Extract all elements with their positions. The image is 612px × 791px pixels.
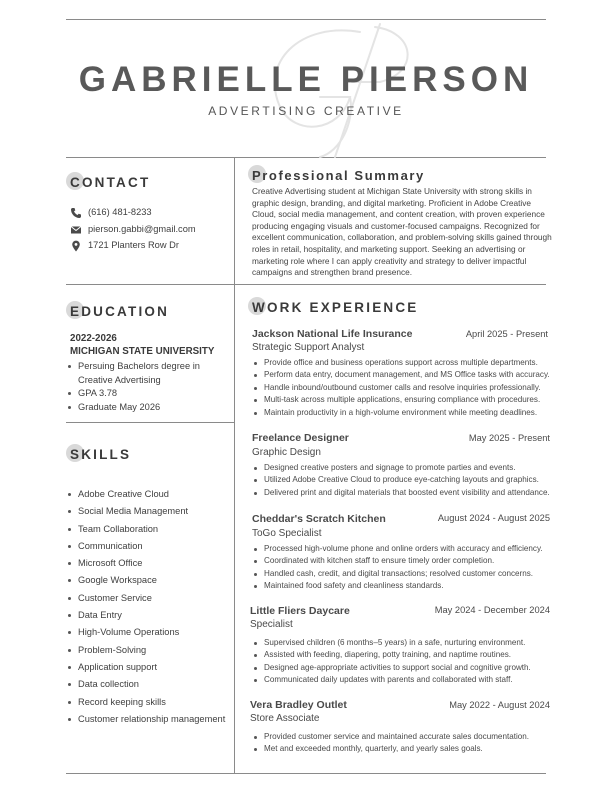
list-item: Data Entry [66,607,225,624]
list-item: Designed creative posters and signage to promote parties and events. [252,462,550,474]
list-item: Communication [66,538,225,555]
list-item: High-Volume Operations [66,624,225,641]
job-company: Jackson National Life Insurance [252,328,413,340]
list-item: Perform data entry, document management, and MS Office tasks with accuracy. [252,369,550,381]
job-role: Strategic Support Analyst [252,342,365,353]
experience-heading-text: WORK EXPERIENCE [252,300,419,315]
education-bottom-rule [66,422,234,423]
list-item: Multi-task across multiple applications, ensuring compliance with procedures. [252,394,550,406]
education-years: 2022-2026 [70,333,117,344]
list-item: Communicated daily updates with parents and collaborated with staff. [252,674,531,686]
list-item: Assisted with feeding, diapering, potty training, and naptime routines. [252,649,531,661]
list-item: Provide office and business operations support across multiple departments. [252,357,550,369]
job-role: Store Associate [250,713,320,724]
list-item: Creative Advertising [78,374,161,385]
contact-heading-text: CONTACT [70,175,151,190]
list-item: Adobe Creative Cloud [66,486,225,503]
list-item: Persuing Bachelors degree in [66,360,200,374]
job-dates: May 2024 - December 2024 [434,605,550,615]
job-bullets [252,543,543,593]
summary-heading-text: Professional Summary [252,168,425,183]
job-role: ToGo Specialist [252,528,322,539]
list-item: Graduate May 2026 [66,401,200,415]
education-heading-text: EDUCATION [70,304,170,319]
list-item: Maintain productivity in a high-volume environment while meeting deadlines. [252,407,550,419]
list-item: Customer Service [66,590,225,607]
list-item: Problem-Solving [66,642,225,659]
job-role: Specialist [250,619,293,630]
job-bullets [252,462,550,499]
job-company: Little Fliers Daycare [250,605,350,617]
location-pin-icon [70,240,82,252]
envelope-icon [70,224,82,236]
contact-address-value: 1721 Planters Row Dr [88,240,179,250]
job-dates: April 2025 - Present [465,329,548,339]
list-item: Handle inbound/outbound customer calls and resolve inquiries professionally. [252,382,550,394]
skills-heading-text: SKILLS [70,447,132,462]
list-item: Record keeping skills [66,694,225,711]
list-item: GPA 3.78 [66,387,200,401]
list-item: Handled cash, credit, and digital transactions; resolved customer concerns. [252,568,543,580]
contact-bottom-rule [66,284,546,285]
job-dates: May 2025 - Present [468,433,550,443]
skills-list [66,486,225,728]
list-item: Provided customer service and maintained accurate sales documentation. [252,731,529,743]
column-divider [234,157,235,774]
list-item: Application support [66,659,225,676]
list-item: Microsoft Office [66,555,225,572]
list-item: Google Workspace [66,572,225,589]
list-item: Maintained food safety and cleanliness standards. [252,580,543,592]
contact-email-value: pierson.gabbi@gmail.com [88,224,196,234]
list-item: Designed age-appropriate activities to support social and cognitive growth. [252,662,531,674]
job-dates: August 2024 - August 2025 [437,513,550,523]
job-dates: May 2022 - August 2024 [449,700,550,710]
job-role: Graphic Design [252,447,321,458]
list-item: Coordinated with kitchen staff to ensure timely order completion. [252,555,543,567]
list-item: Data collection [66,676,225,693]
list-item: Met and exceeded monthly, quarterly, and yearly sales goals. [252,743,529,755]
list-item: Social Media Management [66,503,225,520]
bottom-rule [66,773,546,774]
contact-phone-value: (616) 481-8233 [88,207,152,217]
job-company: Freelance Designer [252,432,349,444]
education-school: MICHIGAN STATE UNIVERSITY [70,346,215,357]
list-item: Processed high-volume phone and online orders with accuracy and efficiency. [252,543,543,555]
list-item: Supervised children (6 months–5 years) in a safe, nurturing environment. [252,637,531,649]
list-item: Team Collaboration [66,521,225,538]
list-item: Utilized Adobe Creative Cloud to produce eye-catching layouts and graphics. [252,474,550,486]
job-bullets [252,731,529,756]
list-item: Customer relationship management [66,711,225,728]
summary-text: Creative Advertising student at Michigan State University with strong skills in graphic design, branding, and digital marketing. Proficient in Adobe Creative Cloud, social media management, and content creation, with proven experience producing engaging visuals and customer-focused campaigns. Recognized for excellent communication, collaboration, and problem-solving skills gained through roles in retail, hospitality, and marketing support. Seeking an advertising or marketing role where I can apply creativity and strategy to deliver impactful campaigns and strengthen brand presence. [252,186,552,278]
candidate-name: GABRIELLE PIERSON [78,60,534,99]
phone-icon [70,207,82,219]
job-bullets [252,357,550,419]
job-bullets [252,637,531,687]
job-company: Vera Bradley Outlet [250,699,347,711]
education-list [66,360,200,414]
candidate-subtitle: ADVERTISING CREATIVE [208,104,404,118]
list-item: Delivered print and digital materials that boosted event visibility and attendance. [252,487,550,499]
job-company: Cheddar's Scratch Kitchen [252,513,386,525]
